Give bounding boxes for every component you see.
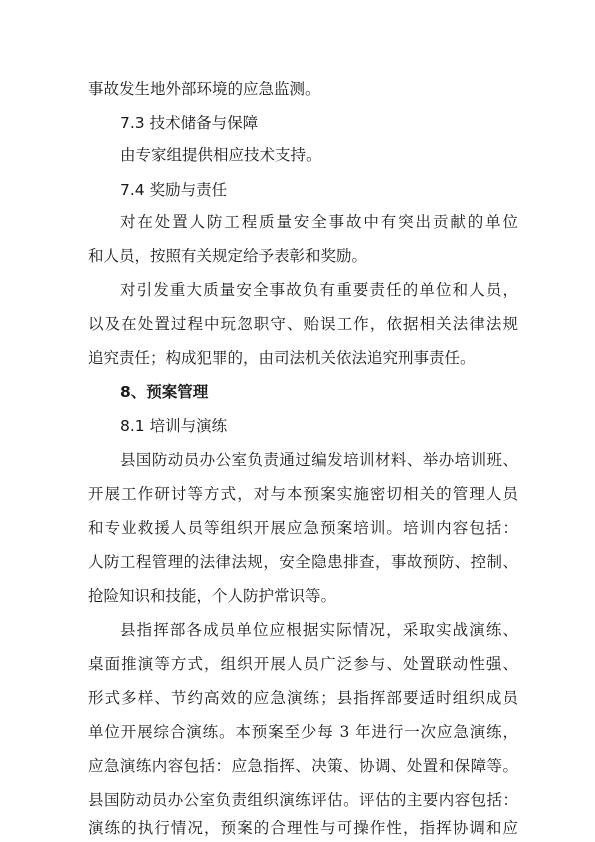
text-line: 对引发重大质量安全事故负有重要责任的单位和人员， [120,281,518,299]
section-heading-8-1: 8.1 培训与演练 [120,417,228,435]
text-line: 县国防动员办公室负责组织演练评估。评估的主要内容包括： [88,791,518,809]
text-line: 和人员，按照有关规定给予表彰和奖励。 [88,247,368,265]
text-line: 和专业救援人员等组织开展应急预案培训。培训内容包括： [88,519,518,537]
section-heading-7-4: 7.4 奖励与责任 [120,181,228,199]
text-line: 追究责任；构成犯罪的，由司法机关依法追究刑事责任。 [88,349,476,367]
text-line: 对在处置人防工程质量安全事故中有突出贡献的单位 [120,213,518,231]
text-line: 抢险知识和技能，个人防护常识等。 [88,587,337,605]
text-line: 人防工程管理的法律法规，安全隐患排查，事故预防、控制、 [88,553,518,571]
text-line: 单位开展综合演练。本预案至少每 3 年进行一次应急演练， [88,723,518,741]
text-line: 开展工作研讨等方式，对与本预案实施密切相关的管理人员 [88,485,518,503]
text-line: 事故发生地外部环境的应急监测。 [88,80,321,98]
text-line: 应急演练内容包括：应急指挥、决策、协调、处置和保障等。 [88,757,518,775]
text-line: 演练的执行情况，预案的合理性与可操作性，指挥协调和应 [88,819,518,837]
text-line: 县国防动员办公室负责通过编发培训材料、举办培训班、 [120,451,518,469]
section-heading-7-3: 7.3 技术储备与保障 [120,114,259,132]
section-heading-8: 8、预案管理 [120,383,209,401]
text-line: 由专家组提供相应技术支持。 [120,146,322,164]
text-line: 桌面推演等方式，组织开展人员广泛参与、处置联动性强、 [88,655,518,673]
text-line: 县指挥部各成员单位应根据实际情况，采取实战演练、 [120,621,518,639]
text-line: 以及在处置过程中玩忽职守、贻误工作，依据相关法律法规 [88,315,518,333]
text-line: 形式多样、节约高效的应急演练；县指挥部要适时组织成员 [88,689,518,707]
